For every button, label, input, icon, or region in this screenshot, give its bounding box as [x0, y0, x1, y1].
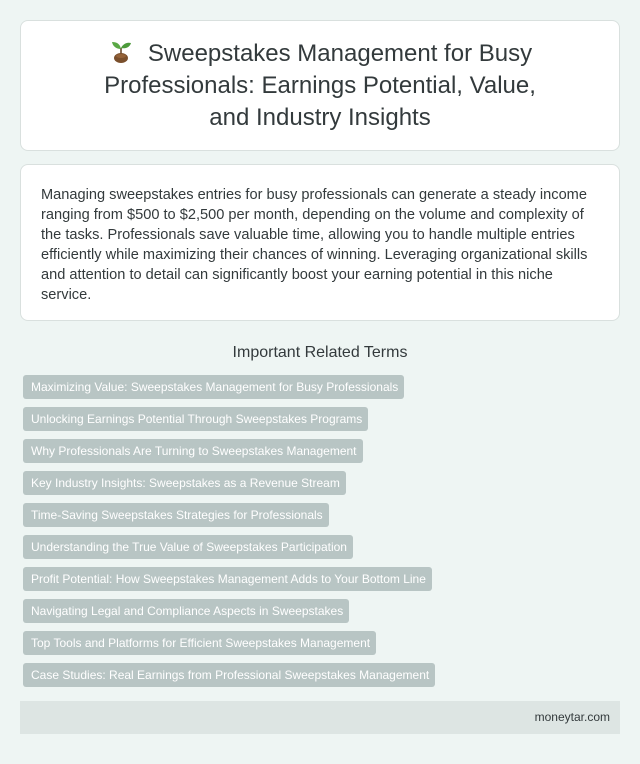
related-term-link[interactable]: Key Industry Insights: Sweepstakes as a Revenue Stream — [23, 471, 346, 495]
related-term-link[interactable]: Understanding the True Value of Sweepstakes Participation — [23, 535, 353, 559]
related-term-link[interactable]: Unlocking Earnings Potential Through Sweepstakes Programs — [23, 407, 368, 431]
summary-card — [20, 164, 620, 321]
related-term-link[interactable]: Top Tools and Platforms for Efficient Sweepstakes Management — [23, 631, 376, 655]
related-term-link[interactable]: Case Studies: Real Earnings from Professional Sweepstakes Management — [23, 663, 435, 687]
page-title — [81, 38, 559, 134]
related-term-link[interactable]: Navigating Legal and Compliance Aspects in Sweepstakes — [23, 599, 349, 623]
related-terms-list — [20, 375, 620, 687]
summary-text: Managing sweepstakes entries for busy professionals can generate a steady income ranging from $500 to $2,500 per month, depending on the volume and complexity of the tasks. Professionals save valuable time, allowing you to handle multiple entries efficiently while maximizing their chances of winning. Leveraging organizational skills and attention to detail can significantly boost your earning potential in this niche service. — [41, 187, 588, 303]
footer-site-name[interactable]: moneytar.com — [534, 710, 610, 724]
related-term-link[interactable]: Time-Saving Sweepstakes Strategies for Professionals — [23, 503, 329, 527]
footer-bar — [20, 701, 620, 734]
related-terms-heading: Important Related Terms — [232, 344, 408, 361]
page-title-text: Sweepstakes Management for Busy Professionals: Earnings Potential, Value, and Industry Insights — [104, 39, 536, 131]
related-term-link[interactable]: Maximizing Value: Sweepstakes Management for Busy Professionals — [23, 375, 404, 399]
related-term-link[interactable]: Profit Potential: How Sweepstakes Management Adds to Your Bottom Line — [23, 567, 432, 591]
sprout-icon — [108, 40, 134, 64]
title-card — [20, 20, 620, 151]
related-term-link[interactable]: Why Professionals Are Turning to Sweepstakes Management — [23, 439, 363, 463]
